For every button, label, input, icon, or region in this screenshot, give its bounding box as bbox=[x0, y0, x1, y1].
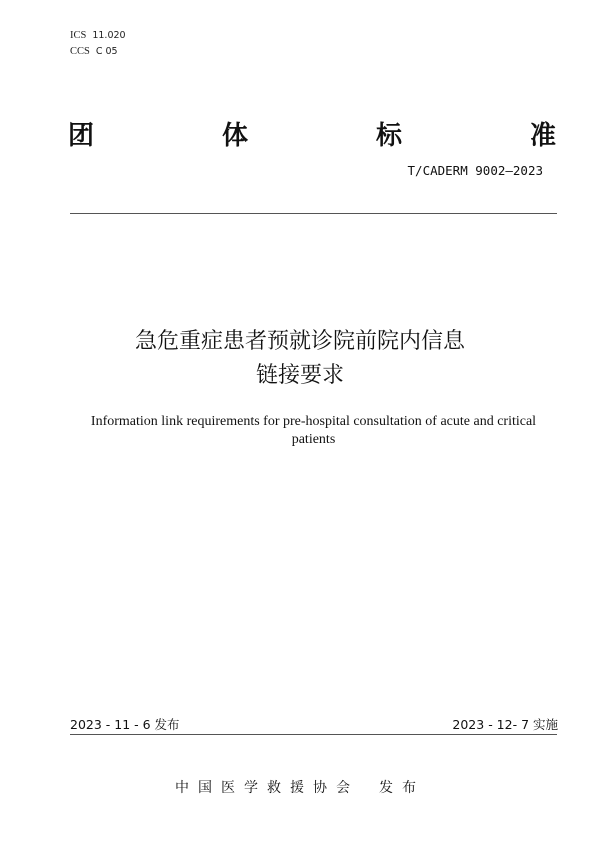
chinese-title bbox=[0, 325, 600, 393]
publisher-name: 中国医学救援协会 bbox=[175, 780, 359, 796]
chinese-title-line2: 链接要求 bbox=[255, 363, 344, 388]
ics-code bbox=[70, 28, 126, 44]
publisher bbox=[0, 777, 600, 797]
ics-label: ICS bbox=[70, 30, 87, 41]
top-divider bbox=[70, 213, 557, 214]
publisher-verb: 发布 bbox=[379, 780, 425, 796]
english-title: Information link requirements for pre-hospital consultation of acute and critical patients bbox=[90, 414, 537, 447]
issue-date: 2023 - 11 - 6 发布 bbox=[70, 717, 180, 732]
standard-category bbox=[68, 115, 556, 152]
category-char: 标 bbox=[375, 121, 402, 151]
bottom-divider bbox=[70, 734, 557, 735]
chinese-title-line1: 急危重症患者预就诊院前院内信息 bbox=[134, 329, 465, 354]
ics-value: 11.020 bbox=[92, 30, 126, 41]
category-char: 团 bbox=[68, 121, 95, 151]
category-char: 体 bbox=[221, 121, 248, 151]
category-char: 准 bbox=[529, 121, 556, 151]
ccs-label: CCS bbox=[70, 46, 90, 57]
ccs-code bbox=[70, 44, 126, 60]
ccs-value: C 05 bbox=[95, 46, 118, 57]
classification-codes bbox=[70, 28, 126, 60]
standard-number: T/CADERM 9002—2023 bbox=[407, 163, 543, 178]
effective-date: 2023 - 12- 7 实施 bbox=[452, 717, 558, 732]
